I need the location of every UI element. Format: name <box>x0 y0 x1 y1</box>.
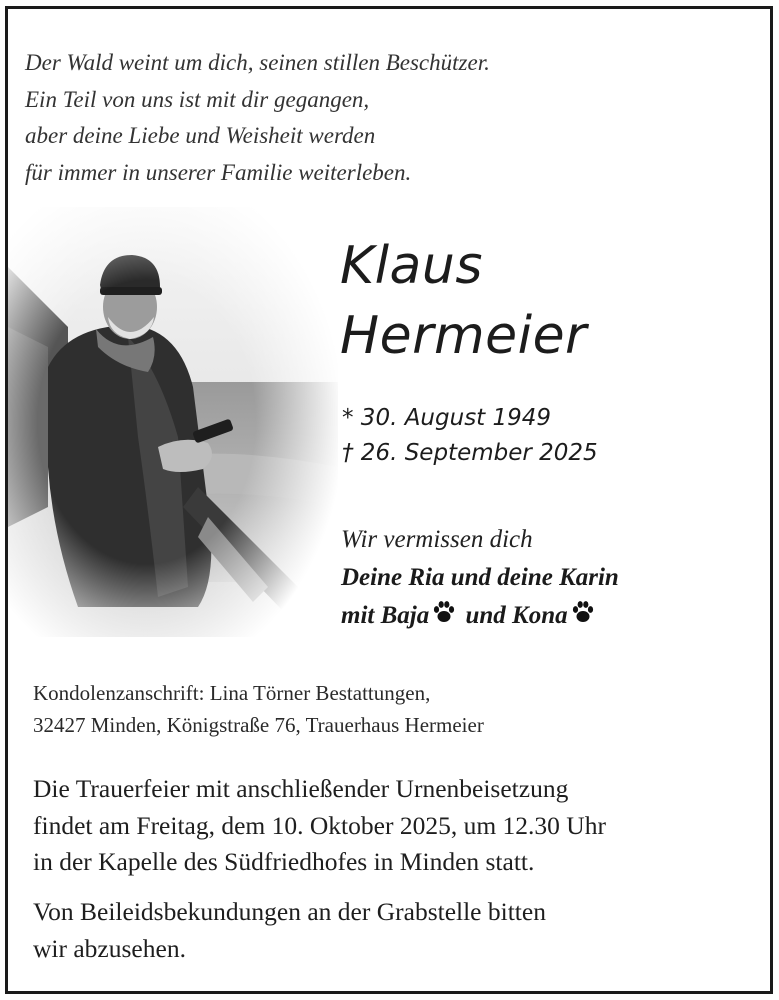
condolence-request <box>33 894 546 967</box>
condolence-line: Von Beileidsbekundungen an der Grabstelle bitten <box>33 897 546 926</box>
paw-print-icon <box>431 599 457 625</box>
address-line: 32427 Minden, Königstraße 76, Trauerhaus Hermeier <box>33 713 484 737</box>
poem-line: aber deine Liebe und Weisheit werden <box>25 123 376 148</box>
condolence-line: wir abzusehen. <box>33 933 186 963</box>
pet-baja: mit Baja <box>341 602 430 629</box>
first-name: Klaus <box>340 236 483 296</box>
farewell-line: Wir vermissen dich <box>341 526 533 553</box>
obituary-card <box>5 6 773 994</box>
poem-line: Der Wald weint um dich, seinen stillen Beschützer. <box>25 50 490 75</box>
ceremony-notice <box>33 771 606 881</box>
farewell-message <box>341 521 619 635</box>
paw-print-icon <box>570 599 596 625</box>
life-dates <box>342 401 598 471</box>
condolence-address <box>33 677 484 741</box>
ceremony-line: in der Kapelle des Südfriedhofes in Minden statt. <box>33 847 535 876</box>
ceremony-line: findet am Freitag, dem 10. Oktober 2025, um 12.30 Uhr <box>33 810 606 840</box>
family-names: Deine Ria und deine Karin <box>341 564 619 591</box>
ceremony-line: Die Trauerfeier mit anschließender Urnenbeisetzung <box>33 774 569 803</box>
poem-line: für immer in unserer Familie weiterleben. <box>25 159 412 185</box>
deceased-name <box>340 231 587 371</box>
address-line: Kondolenzanschrift: Lina Törner Bestattungen, <box>33 681 431 705</box>
memorial-poem <box>25 45 490 191</box>
birth-date: * 30. August 1949 <box>342 405 552 431</box>
death-date: † 26. September 2025 <box>342 440 598 466</box>
portrait-photo <box>8 207 338 637</box>
poem-line: Ein Teil von uns ist mit dir gegangen, <box>25 86 370 112</box>
last-name: Hermeier <box>340 306 587 366</box>
pets-line <box>341 597 619 635</box>
pet-kona: und Kona <box>465 602 568 629</box>
